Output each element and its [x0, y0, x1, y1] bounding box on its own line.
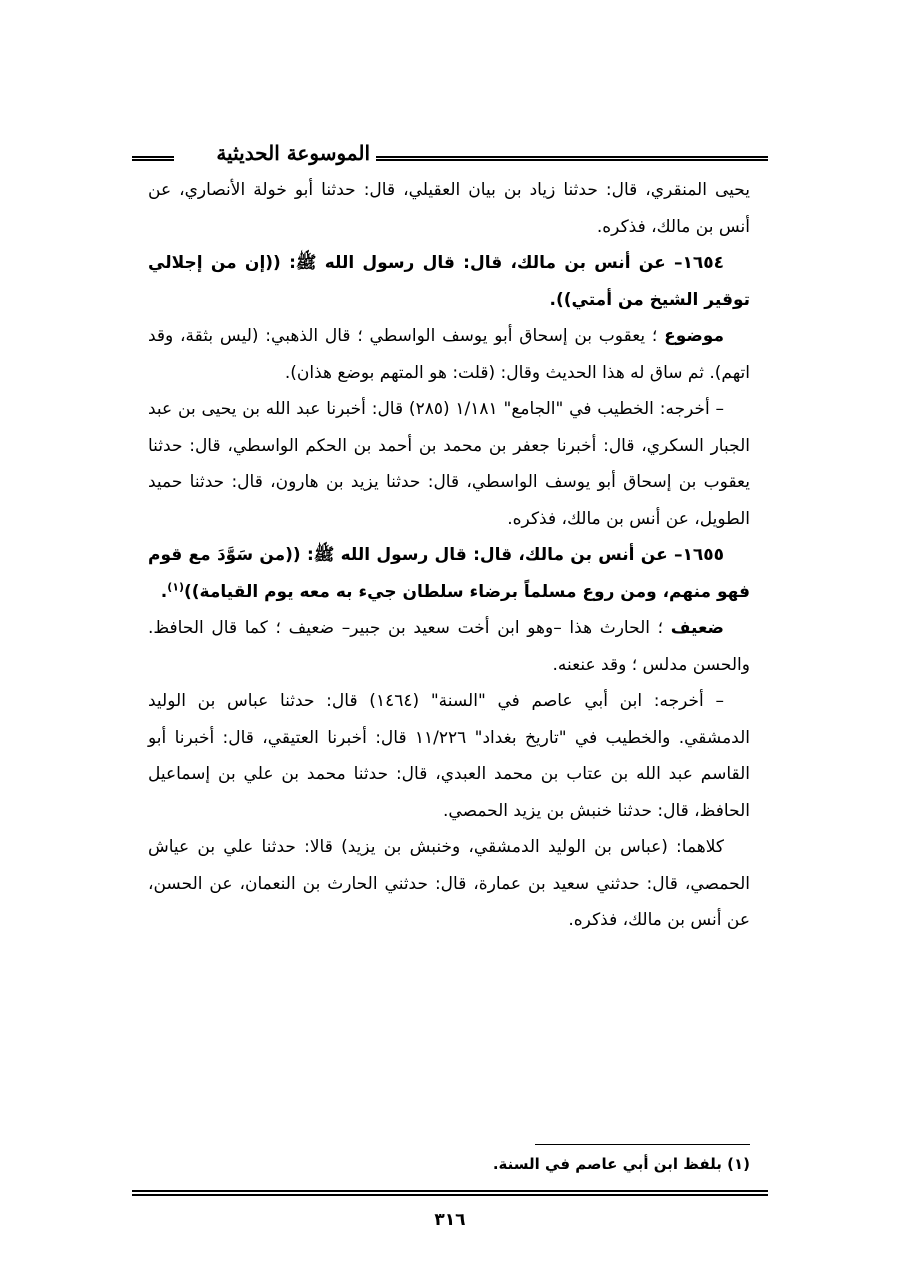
footnote-separator	[535, 1144, 750, 1145]
grading-text: ؛ يعقوب بن إسحاق أبو يوسف الواسطي ؛ قال الذهبي: (ليس بثقة، وقد اتهم). ثم ساق له هذا الحديث وقال: (قلت: هو المتهم بوضع هذان).	[148, 326, 750, 383]
footnote-reference[interactable]: (١)	[167, 579, 185, 593]
grading-1655	[148, 610, 750, 683]
takhrij-1654: – أخرجه: الخطيب في "الجامع" ١/١٨١ (٢٨٥) قال: أخبرنا عبد الله بن يحيى بن عبد الجبار السكري، قال: أخبرنا جعفر بن محمد بن أحمد بن الحكم الواسطي، قال: حدثنا يعقوب بن إسحاق أبو يوسف الواسطي، قال: حدثنا يزيد بن هارون، قال: حدثنا حميد الطويل، عن أنس بن مالك، فذكره.	[148, 399, 750, 529]
hadith-1654: ١٦٥٤– عن أنس بن مالك، قال: قال رسول الله ﷺ: ((إن من إجلالي توقير الشيخ من أمتي)).	[148, 253, 750, 310]
paragraph-continuation: يحيى المنقري، قال: حدثنا زياد بن بيان العقيلي، قال: حدثنا أبو خولة الأنصاري، عن أنس بن مالك، فذكره.	[148, 180, 750, 237]
hadith-1655	[148, 537, 750, 610]
takhrij-1655: – أخرجه: ابن أبي عاصم في "السنة" (١٤٦٤) قال: حدثنا عباس بن الوليد الدمشقي. والخطيب في "تاريخ بغداد" ١١/٢٢٦ قال: أخبرنا العتيقي، قال: أخبرنا أبو القاسم عبد الله بن عتاب بن محمد العبدي، قال: حدثنا محمد بن علي بن إسماعيل الحافظ، قال: حدثنا خنبش بن يزيد الحمصي.	[148, 691, 750, 821]
grading-text: ؛ الحارث هذا –وهو ابن أخت سعيد بن جبير– ضعيف ؛ كما قال الحافظ. والحسن مدلس ؛ وقد عنعنه.	[148, 618, 750, 675]
grading-label: ضعيف	[670, 618, 724, 638]
grading-label: موضوع	[664, 326, 724, 346]
page-number: ٣١٦	[434, 1210, 466, 1230]
footnote: (١) بلفظ ابن أبي عاصم في السنة.	[492, 1155, 750, 1173]
hadith-1655-text: ١٦٥٥– عن أنس بن مالك، قال: قال رسول الله ﷺ: ((من سَوَّدَ مع قوم فهو منهم، ومن روع مسلماً برضاء سلطان جيء به معه يوم القيامة))	[148, 545, 750, 602]
header-rule-right	[376, 156, 768, 161]
header-title: الموسوعة الحديثية	[216, 141, 370, 165]
header-rule-left	[132, 156, 174, 161]
takhrij-1655-continued: كلاهما: (عباس بن الوليد الدمشقي، وخنبش بن يزيد) قالا: حدثنا علي بن عياش الحمصي، قال: حدثني سعيد بن عمارة، قال: حدثني الحارث بن النعمان، عن الحسن، عن أنس بن مالك، فذكره.	[148, 837, 750, 930]
hadith-1655-end: .	[160, 581, 168, 602]
footer-rule	[132, 1190, 768, 1196]
page-header	[132, 140, 768, 174]
page-body	[148, 172, 750, 939]
grading-1654	[148, 318, 750, 391]
